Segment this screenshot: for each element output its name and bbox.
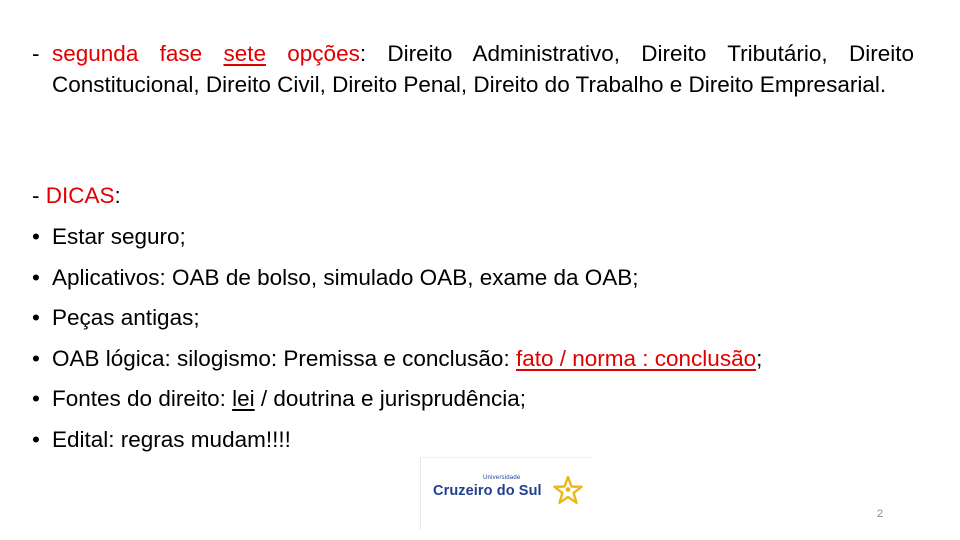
options-word: opções — [287, 41, 360, 66]
tips-list — [32, 221, 762, 464]
bullet-icon: • — [32, 264, 40, 290]
item-text: Estar seguro; — [52, 224, 186, 249]
bullet-icon: • — [32, 224, 40, 249]
paragraph-segunda-fase — [32, 38, 914, 100]
item-text: Fontes do direito: — [52, 386, 226, 411]
list-item — [32, 424, 762, 465]
page-number: 2 — [877, 508, 884, 520]
list-item — [32, 343, 762, 384]
dicas-label: DICAS — [45, 183, 115, 208]
colon: : — [359, 41, 367, 66]
bullet-icon: • — [32, 426, 40, 452]
list-item — [32, 302, 762, 343]
bullet-icon: • — [32, 345, 40, 371]
university-logo — [420, 457, 593, 530]
item-text: Aplicativos: OAB de bolso, simulado OAB, exame da OAB; — [52, 264, 639, 290]
logo-name — [433, 483, 542, 499]
item-end: ; — [756, 345, 763, 371]
logo-small-text: Universidade — [483, 475, 521, 481]
list-item — [32, 262, 762, 303]
bullet-icon: • — [32, 386, 40, 411]
star-icon — [553, 476, 583, 504]
item-text: Edital: regras mudam!!!! — [52, 426, 291, 452]
dicas-heading — [32, 180, 121, 211]
subjects-list: Direito Administrativo, Direito Tributário, Direito Constitucional, Direito Civil, Direito Penal, Direito do Trabalho e Direito Empresarial. — [52, 41, 914, 97]
logo-name-b: Sul — [518, 483, 542, 499]
underlined-word: sete — [223, 41, 266, 66]
bullet-icon: • — [32, 305, 40, 330]
list-item — [32, 383, 762, 424]
dash-marker: - — [32, 183, 40, 208]
dash-marker: - — [32, 41, 40, 66]
item-text: Peças antigas; — [52, 305, 200, 330]
item-end: / doutrina e jurisprudência; — [260, 386, 527, 411]
logo-name-a: Cruzeiro do — [433, 483, 519, 499]
paragraph-body — [52, 38, 914, 100]
item-text: OAB lógica: silogismo: Premissa e conclusão: — [52, 345, 510, 371]
underlined-word: lei — [232, 386, 255, 411]
list-item — [32, 221, 762, 262]
colon: : — [114, 183, 121, 208]
highlight-text: fato / norma : conclusão — [515, 345, 757, 371]
lead-text: segunda fase — [52, 41, 203, 66]
